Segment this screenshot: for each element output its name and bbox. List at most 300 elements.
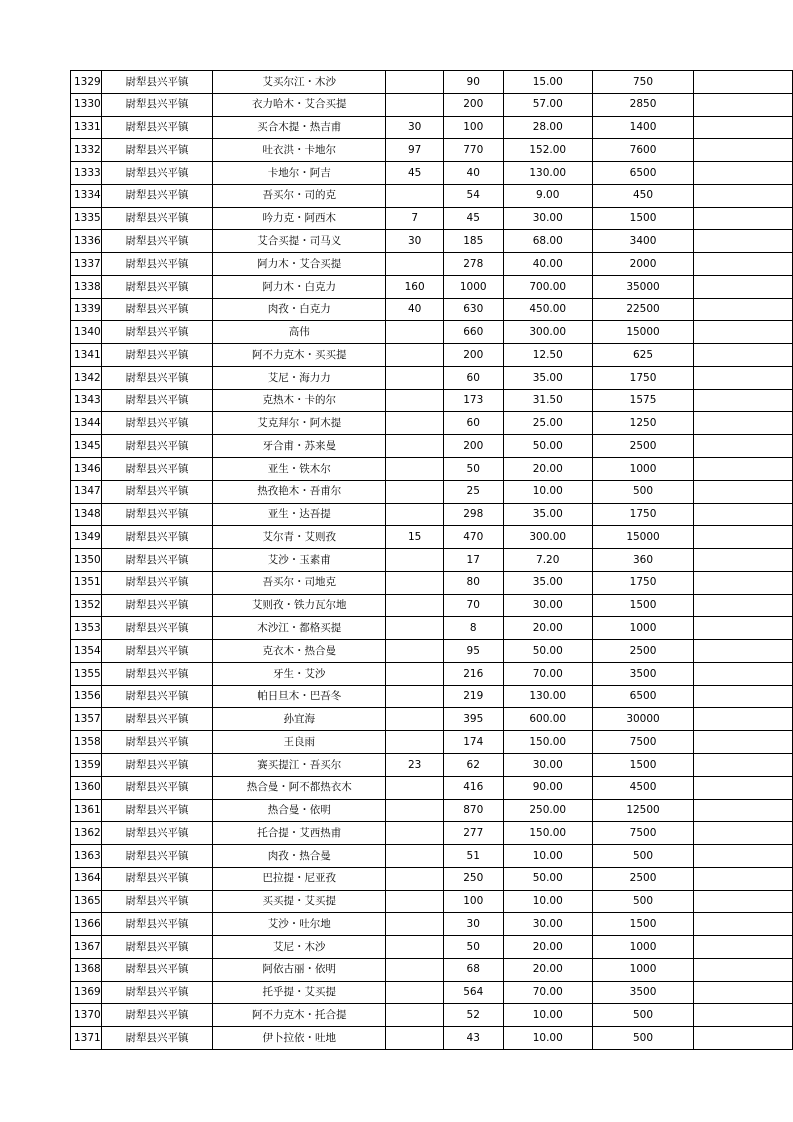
person-name-cell: 艾合买提・司马义 (213, 230, 386, 253)
column-4-cell (386, 890, 444, 913)
person-name-cell: 吾买尔・司地克 (213, 571, 386, 594)
column-5-cell: 1000 (443, 275, 503, 298)
row-number-cell: 1345 (71, 435, 102, 458)
column-4-cell (386, 1004, 444, 1027)
column-6-cell: 30.00 (503, 913, 592, 936)
column-5-cell: 80 (443, 571, 503, 594)
person-name-cell: 克衣木・热合曼 (213, 640, 386, 663)
column-8-cell (694, 845, 793, 868)
column-7-cell: 1500 (592, 594, 693, 617)
column-7-cell: 3400 (592, 230, 693, 253)
column-8-cell (694, 1027, 793, 1050)
column-4-cell (386, 708, 444, 731)
column-5-cell: 90 (443, 71, 503, 94)
column-7-cell: 7600 (592, 139, 693, 162)
town-cell: 尉犁县兴平镇 (101, 571, 212, 594)
column-5-cell: 60 (443, 412, 503, 435)
column-8-cell (694, 981, 793, 1004)
column-8-cell (694, 321, 793, 344)
town-cell: 尉犁县兴平镇 (101, 594, 212, 617)
row-number-cell: 1331 (71, 116, 102, 139)
column-7-cell: 2000 (592, 253, 693, 276)
column-7-cell: 2500 (592, 867, 693, 890)
table-row (71, 867, 793, 890)
column-6-cell: 57.00 (503, 93, 592, 116)
column-5-cell: 8 (443, 617, 503, 640)
town-cell: 尉犁县兴平镇 (101, 162, 212, 185)
column-7-cell: 1400 (592, 116, 693, 139)
column-4-cell (386, 458, 444, 481)
column-7-cell: 30000 (592, 708, 693, 731)
column-6-cell: 10.00 (503, 1004, 592, 1027)
person-name-cell: 亚生・铁木尔 (213, 458, 386, 481)
column-5-cell: 395 (443, 708, 503, 731)
column-7-cell: 6500 (592, 162, 693, 185)
row-number-cell: 1347 (71, 480, 102, 503)
town-cell: 尉犁县兴平镇 (101, 71, 212, 94)
column-6-cell: 300.00 (503, 526, 592, 549)
row-number-cell: 1343 (71, 389, 102, 412)
table-row (71, 139, 793, 162)
column-7-cell: 1500 (592, 913, 693, 936)
column-8-cell (694, 162, 793, 185)
person-name-cell: 艾买尔江・木沙 (213, 71, 386, 94)
column-7-cell: 3500 (592, 981, 693, 1004)
column-6-cell: 250.00 (503, 799, 592, 822)
person-name-cell: 吟力克・阿西木 (213, 207, 386, 230)
person-name-cell: 吐衣洪・卡地尔 (213, 139, 386, 162)
column-6-cell: 50.00 (503, 435, 592, 458)
town-cell: 尉犁县兴平镇 (101, 412, 212, 435)
table-row (71, 662, 793, 685)
town-cell: 尉犁县兴平镇 (101, 936, 212, 959)
town-cell: 尉犁县兴平镇 (101, 253, 212, 276)
table-row (71, 526, 793, 549)
column-5-cell: 45 (443, 207, 503, 230)
town-cell: 尉犁县兴平镇 (101, 799, 212, 822)
column-4-cell (386, 571, 444, 594)
column-7-cell: 2500 (592, 640, 693, 663)
column-7-cell: 35000 (592, 275, 693, 298)
column-6-cell: 31.50 (503, 389, 592, 412)
column-7-cell: 1000 (592, 958, 693, 981)
row-number-cell: 1330 (71, 93, 102, 116)
row-number-cell: 1348 (71, 503, 102, 526)
town-cell: 尉犁县兴平镇 (101, 184, 212, 207)
column-4-cell (386, 981, 444, 1004)
row-number-cell: 1364 (71, 867, 102, 890)
town-cell: 尉犁县兴平镇 (101, 116, 212, 139)
column-8-cell (694, 958, 793, 981)
column-7-cell: 1750 (592, 366, 693, 389)
column-8-cell (694, 116, 793, 139)
person-name-cell: 卡地尔・阿吉 (213, 162, 386, 185)
column-4-cell (386, 71, 444, 94)
column-8-cell (694, 1004, 793, 1027)
column-8-cell (694, 640, 793, 663)
town-cell: 尉犁县兴平镇 (101, 344, 212, 367)
row-number-cell: 1370 (71, 1004, 102, 1027)
column-8-cell (694, 184, 793, 207)
table-row (71, 799, 793, 822)
town-cell: 尉犁县兴平镇 (101, 321, 212, 344)
column-6-cell: 30.00 (503, 207, 592, 230)
row-number-cell: 1351 (71, 571, 102, 594)
column-4-cell: 7 (386, 207, 444, 230)
column-5-cell: 174 (443, 731, 503, 754)
table-row (71, 480, 793, 503)
row-number-cell: 1332 (71, 139, 102, 162)
column-5-cell: 43 (443, 1027, 503, 1050)
table-row (71, 845, 793, 868)
column-5-cell: 54 (443, 184, 503, 207)
row-number-cell: 1360 (71, 776, 102, 799)
table-row (71, 503, 793, 526)
town-cell: 尉犁县兴平镇 (101, 617, 212, 640)
town-cell: 尉犁县兴平镇 (101, 139, 212, 162)
town-cell: 尉犁县兴平镇 (101, 93, 212, 116)
row-number-cell: 1337 (71, 253, 102, 276)
table-row (71, 412, 793, 435)
table-row (71, 913, 793, 936)
column-5-cell: 870 (443, 799, 503, 822)
person-name-cell: 阿不力克木・买买提 (213, 344, 386, 367)
column-8-cell (694, 708, 793, 731)
person-name-cell: 买合木提・热吉甫 (213, 116, 386, 139)
column-6-cell: 9.00 (503, 184, 592, 207)
table-row (71, 822, 793, 845)
column-4-cell: 160 (386, 275, 444, 298)
column-4-cell: 15 (386, 526, 444, 549)
column-4-cell: 30 (386, 230, 444, 253)
column-8-cell (694, 571, 793, 594)
column-6-cell: 600.00 (503, 708, 592, 731)
person-name-cell: 艾尼・木沙 (213, 936, 386, 959)
column-8-cell (694, 685, 793, 708)
person-name-cell: 阿力木・白克力 (213, 275, 386, 298)
person-name-cell: 阿不力克木・托合提 (213, 1004, 386, 1027)
column-8-cell (694, 867, 793, 890)
town-cell: 尉犁县兴平镇 (101, 640, 212, 663)
row-number-cell: 1358 (71, 731, 102, 754)
town-cell: 尉犁县兴平镇 (101, 435, 212, 458)
row-number-cell: 1349 (71, 526, 102, 549)
column-5-cell: 173 (443, 389, 503, 412)
column-8-cell (694, 731, 793, 754)
column-6-cell: 70.00 (503, 981, 592, 1004)
row-number-cell: 1359 (71, 753, 102, 776)
column-7-cell: 500 (592, 1027, 693, 1050)
column-4-cell (386, 958, 444, 981)
column-8-cell (694, 480, 793, 503)
table-row (71, 617, 793, 640)
table-row (71, 594, 793, 617)
column-6-cell: 150.00 (503, 731, 592, 754)
column-7-cell: 625 (592, 344, 693, 367)
column-6-cell: 28.00 (503, 116, 592, 139)
table-row (71, 890, 793, 913)
column-4-cell (386, 731, 444, 754)
column-4-cell (386, 93, 444, 116)
column-6-cell: 7.20 (503, 549, 592, 572)
person-name-cell: 托乎提・艾买提 (213, 981, 386, 1004)
column-8-cell (694, 799, 793, 822)
column-6-cell: 130.00 (503, 162, 592, 185)
column-6-cell: 35.00 (503, 571, 592, 594)
column-8-cell (694, 822, 793, 845)
column-8-cell (694, 412, 793, 435)
person-name-cell: 艾克拜尔・阿木提 (213, 412, 386, 435)
table-row (71, 207, 793, 230)
column-6-cell: 35.00 (503, 503, 592, 526)
table-row (71, 776, 793, 799)
column-8-cell (694, 617, 793, 640)
column-4-cell (386, 389, 444, 412)
row-number-cell: 1336 (71, 230, 102, 253)
column-4-cell (386, 822, 444, 845)
town-cell: 尉犁县兴平镇 (101, 275, 212, 298)
table-row (71, 549, 793, 572)
column-5-cell: 298 (443, 503, 503, 526)
person-name-cell: 赛买提江・吾买尔 (213, 753, 386, 776)
town-cell: 尉犁县兴平镇 (101, 913, 212, 936)
town-cell: 尉犁县兴平镇 (101, 549, 212, 572)
person-name-cell: 克热木・卡的尔 (213, 389, 386, 412)
person-name-cell: 阿力木・艾合买提 (213, 253, 386, 276)
person-name-cell: 牙合甫・苏来曼 (213, 435, 386, 458)
column-5-cell: 100 (443, 116, 503, 139)
column-4-cell (386, 366, 444, 389)
person-name-cell: 艾则孜・铁力瓦尔地 (213, 594, 386, 617)
column-4-cell (386, 776, 444, 799)
town-cell: 尉犁县兴平镇 (101, 1027, 212, 1050)
table-row (71, 253, 793, 276)
column-5-cell: 770 (443, 139, 503, 162)
person-name-cell: 艾尔青・艾则孜 (213, 526, 386, 549)
column-7-cell: 7500 (592, 822, 693, 845)
town-cell: 尉犁县兴平镇 (101, 890, 212, 913)
row-number-cell: 1356 (71, 685, 102, 708)
table-row (71, 936, 793, 959)
person-name-cell: 热孜艳木・吾甫尔 (213, 480, 386, 503)
column-4-cell (386, 640, 444, 663)
column-7-cell: 1000 (592, 617, 693, 640)
person-name-cell: 买买提・艾买提 (213, 890, 386, 913)
column-5-cell: 219 (443, 685, 503, 708)
column-8-cell (694, 594, 793, 617)
person-name-cell: 热合曼・阿不都热衣木 (213, 776, 386, 799)
row-number-cell: 1340 (71, 321, 102, 344)
town-cell: 尉犁县兴平镇 (101, 1004, 212, 1027)
column-7-cell: 360 (592, 549, 693, 572)
person-name-cell: 巴拉提・尼亚孜 (213, 867, 386, 890)
column-6-cell: 50.00 (503, 867, 592, 890)
column-5-cell: 200 (443, 344, 503, 367)
column-5-cell: 216 (443, 662, 503, 685)
person-name-cell: 艾沙・吐尔地 (213, 913, 386, 936)
table-row (71, 958, 793, 981)
table-row (71, 753, 793, 776)
column-6-cell: 450.00 (503, 298, 592, 321)
table-row (71, 1027, 793, 1050)
row-number-cell: 1342 (71, 366, 102, 389)
table-row (71, 458, 793, 481)
row-number-cell: 1333 (71, 162, 102, 185)
row-number-cell: 1363 (71, 845, 102, 868)
column-6-cell: 10.00 (503, 480, 592, 503)
column-8-cell (694, 207, 793, 230)
column-7-cell: 2850 (592, 93, 693, 116)
column-4-cell (386, 867, 444, 890)
column-8-cell (694, 389, 793, 412)
column-6-cell: 700.00 (503, 275, 592, 298)
town-cell: 尉犁县兴平镇 (101, 366, 212, 389)
column-5-cell: 416 (443, 776, 503, 799)
table-row (71, 389, 793, 412)
column-4-cell (386, 435, 444, 458)
column-4-cell (386, 549, 444, 572)
table-row (71, 640, 793, 663)
column-6-cell: 12.50 (503, 344, 592, 367)
column-4-cell (386, 253, 444, 276)
table-row (71, 731, 793, 754)
town-cell: 尉犁县兴平镇 (101, 230, 212, 253)
row-number-cell: 1366 (71, 913, 102, 936)
column-7-cell: 1750 (592, 571, 693, 594)
column-5-cell: 630 (443, 298, 503, 321)
person-name-cell: 木沙江・都格买提 (213, 617, 386, 640)
column-4-cell: 23 (386, 753, 444, 776)
table-row (71, 981, 793, 1004)
column-5-cell: 25 (443, 480, 503, 503)
column-7-cell: 1250 (592, 412, 693, 435)
column-8-cell (694, 458, 793, 481)
row-number-cell: 1361 (71, 799, 102, 822)
row-number-cell: 1369 (71, 981, 102, 1004)
column-7-cell: 22500 (592, 298, 693, 321)
town-cell: 尉犁县兴平镇 (101, 981, 212, 1004)
column-4-cell (386, 344, 444, 367)
person-name-cell: 亚生・达吾提 (213, 503, 386, 526)
column-7-cell: 15000 (592, 321, 693, 344)
row-number-cell: 1335 (71, 207, 102, 230)
table-row (71, 571, 793, 594)
column-6-cell: 20.00 (503, 458, 592, 481)
column-6-cell: 10.00 (503, 845, 592, 868)
column-4-cell (386, 503, 444, 526)
column-6-cell: 25.00 (503, 412, 592, 435)
person-name-cell: 阿依古丽・依明 (213, 958, 386, 981)
table-row (71, 321, 793, 344)
column-8-cell (694, 71, 793, 94)
table-row (71, 1004, 793, 1027)
column-8-cell (694, 435, 793, 458)
column-4-cell: 30 (386, 116, 444, 139)
column-7-cell: 6500 (592, 685, 693, 708)
town-cell: 尉犁县兴平镇 (101, 526, 212, 549)
table-row (71, 366, 793, 389)
column-8-cell (694, 298, 793, 321)
column-4-cell (386, 685, 444, 708)
row-number-cell: 1352 (71, 594, 102, 617)
column-6-cell: 20.00 (503, 617, 592, 640)
column-7-cell: 1750 (592, 503, 693, 526)
column-8-cell (694, 344, 793, 367)
column-7-cell: 750 (592, 71, 693, 94)
column-8-cell (694, 526, 793, 549)
town-cell: 尉犁县兴平镇 (101, 662, 212, 685)
column-4-cell (386, 321, 444, 344)
person-name-cell: 肉孜・白克力 (213, 298, 386, 321)
person-name-cell: 托合提・艾西热甫 (213, 822, 386, 845)
column-5-cell: 185 (443, 230, 503, 253)
column-6-cell: 70.00 (503, 662, 592, 685)
column-8-cell (694, 936, 793, 959)
person-name-cell: 帕日旦木・巴吾冬 (213, 685, 386, 708)
column-6-cell: 50.00 (503, 640, 592, 663)
person-name-cell: 高伟 (213, 321, 386, 344)
column-5-cell: 17 (443, 549, 503, 572)
table-row (71, 184, 793, 207)
table-row (71, 162, 793, 185)
table-row (71, 344, 793, 367)
row-number-cell: 1354 (71, 640, 102, 663)
column-6-cell: 20.00 (503, 936, 592, 959)
column-6-cell: 15.00 (503, 71, 592, 94)
row-number-cell: 1357 (71, 708, 102, 731)
row-number-cell: 1368 (71, 958, 102, 981)
row-number-cell: 1367 (71, 936, 102, 959)
column-7-cell: 500 (592, 890, 693, 913)
row-number-cell: 1371 (71, 1027, 102, 1050)
column-6-cell: 10.00 (503, 890, 592, 913)
person-name-cell: 衣力哈木・艾合买提 (213, 93, 386, 116)
column-5-cell: 100 (443, 890, 503, 913)
column-5-cell: 200 (443, 435, 503, 458)
column-6-cell: 90.00 (503, 776, 592, 799)
column-5-cell: 200 (443, 93, 503, 116)
row-number-cell: 1350 (71, 549, 102, 572)
town-cell: 尉犁县兴平镇 (101, 685, 212, 708)
column-5-cell: 278 (443, 253, 503, 276)
column-7-cell: 15000 (592, 526, 693, 549)
column-6-cell: 68.00 (503, 230, 592, 253)
column-8-cell (694, 139, 793, 162)
person-name-cell: 伊卜拉依・吐地 (213, 1027, 386, 1050)
column-5-cell: 564 (443, 981, 503, 1004)
person-name-cell: 吾买尔・司的克 (213, 184, 386, 207)
column-4-cell (386, 845, 444, 868)
row-number-cell: 1365 (71, 890, 102, 913)
column-4-cell (386, 662, 444, 685)
town-cell: 尉犁县兴平镇 (101, 776, 212, 799)
person-name-cell: 肉孜・热合曼 (213, 845, 386, 868)
column-7-cell: 500 (592, 845, 693, 868)
column-6-cell: 20.00 (503, 958, 592, 981)
column-5-cell: 95 (443, 640, 503, 663)
column-4-cell (386, 913, 444, 936)
table-row (71, 275, 793, 298)
town-cell: 尉犁县兴平镇 (101, 958, 212, 981)
column-4-cell: 40 (386, 298, 444, 321)
column-5-cell: 470 (443, 526, 503, 549)
column-7-cell: 4500 (592, 776, 693, 799)
table-row (71, 71, 793, 94)
town-cell: 尉犁县兴平镇 (101, 708, 212, 731)
column-5-cell: 50 (443, 936, 503, 959)
column-8-cell (694, 662, 793, 685)
town-cell: 尉犁县兴平镇 (101, 822, 212, 845)
